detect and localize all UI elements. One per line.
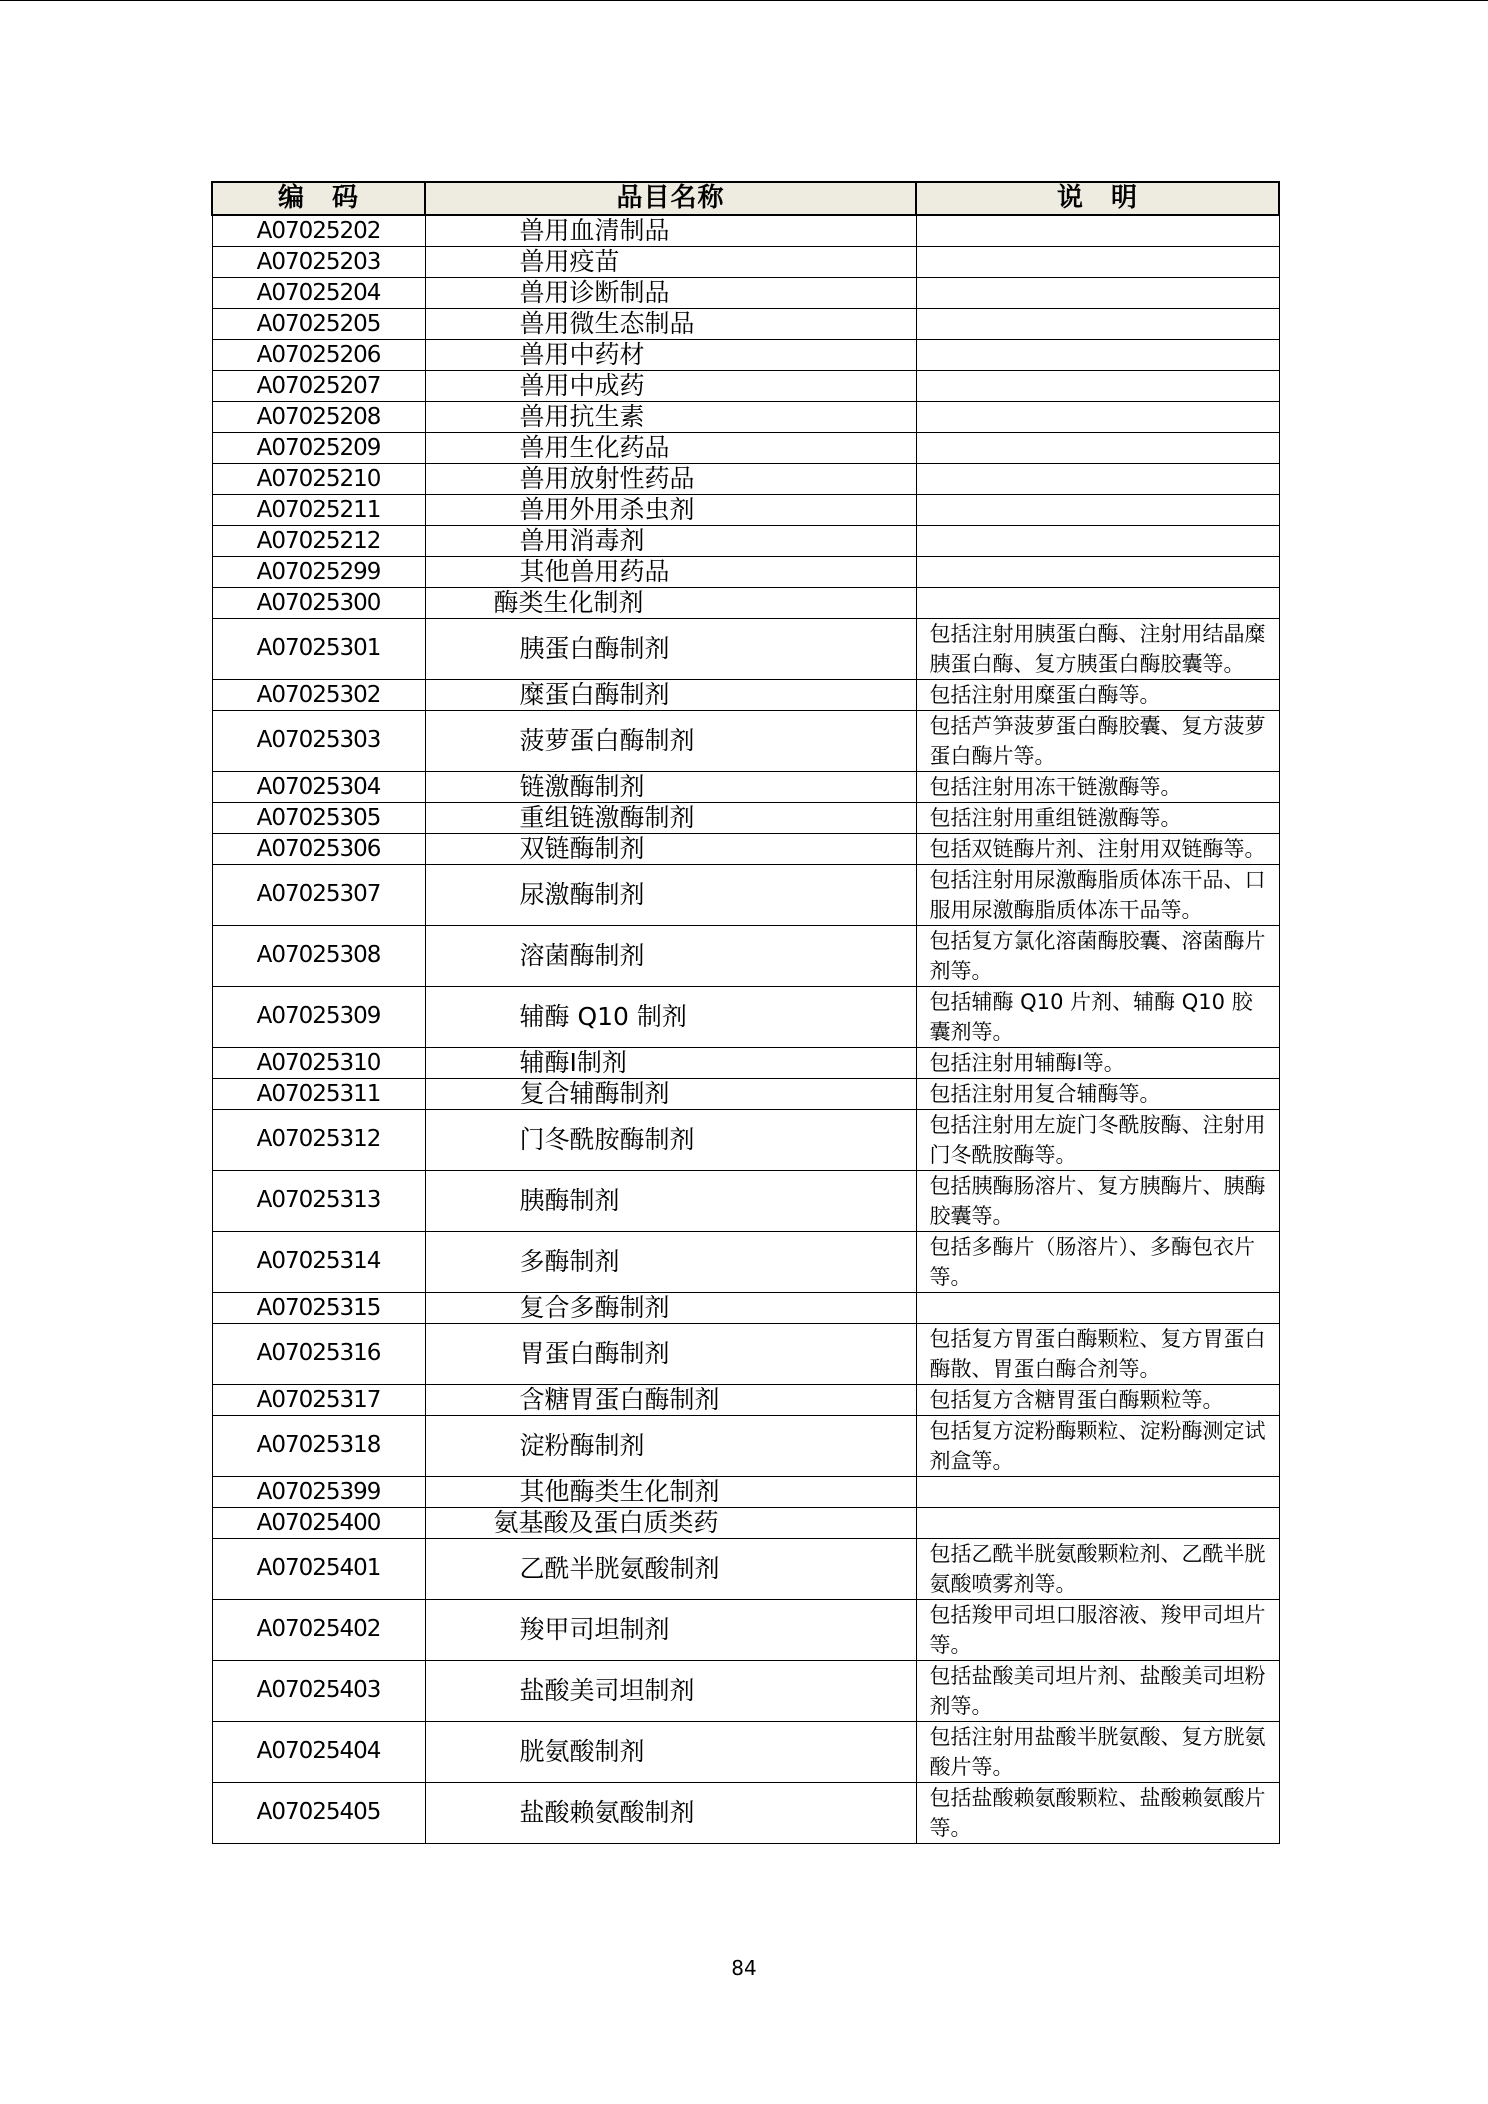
item-code: A07025306 — [212, 833, 425, 864]
item-name: 酶类生化制剂 — [425, 587, 916, 618]
item-name: 氨基酸及蛋白质类药 — [425, 1507, 916, 1538]
table-row — [212, 1476, 1279, 1507]
table-row — [212, 587, 1279, 618]
table-row — [212, 308, 1279, 339]
item-description: 包括注射用复合辅酶等。 — [916, 1078, 1279, 1109]
item-description — [916, 339, 1279, 370]
item-code: A07025303 — [212, 710, 425, 771]
item-name: 兽用消毒剂 — [425, 525, 916, 556]
table-row — [212, 215, 1279, 246]
item-code: A07025207 — [212, 370, 425, 401]
item-description — [916, 370, 1279, 401]
item-code: A07025305 — [212, 802, 425, 833]
item-description — [916, 494, 1279, 525]
item-name: 糜蛋白酶制剂 — [425, 679, 916, 710]
item-name: 溶菌酶制剂 — [425, 925, 916, 986]
table-row — [212, 370, 1279, 401]
item-description: 包括注射用糜蛋白酶等。 — [916, 679, 1279, 710]
item-code: A07025312 — [212, 1109, 425, 1170]
table-row — [212, 833, 1279, 864]
table-row — [212, 1782, 1279, 1843]
table-row — [212, 864, 1279, 925]
item-code: A07025210 — [212, 463, 425, 494]
table-row — [212, 494, 1279, 525]
item-code: A07025203 — [212, 246, 425, 277]
table-row — [212, 679, 1279, 710]
item-description — [916, 432, 1279, 463]
item-description — [916, 1507, 1279, 1538]
item-code: A07025304 — [212, 771, 425, 802]
item-name: 胰酶制剂 — [425, 1170, 916, 1231]
item-description: 包括复方淀粉酶颗粒、淀粉酶测定试剂盒等。 — [916, 1415, 1279, 1476]
item-name: 重组链激酶制剂 — [425, 802, 916, 833]
table-row — [212, 1507, 1279, 1538]
item-name: 辅酶 Q10 制剂 — [425, 986, 916, 1047]
item-name: 复合多酶制剂 — [425, 1292, 916, 1323]
item-code: A07025310 — [212, 1047, 425, 1078]
table-row — [212, 771, 1279, 802]
table-row — [212, 463, 1279, 494]
table-header-row — [212, 182, 1279, 215]
item-code: A07025405 — [212, 1782, 425, 1843]
item-name: 尿激酶制剂 — [425, 864, 916, 925]
item-description: 包括多酶片（肠溶片）、多酶包衣片等。 — [916, 1231, 1279, 1292]
table-row — [212, 432, 1279, 463]
item-name: 双链酶制剂 — [425, 833, 916, 864]
item-description: 包括注射用尿激酶脂质体冻干品、口服用尿激酶脂质体冻干品等。 — [916, 864, 1279, 925]
item-code: A07025404 — [212, 1721, 425, 1782]
item-name: 兽用微生态制品 — [425, 308, 916, 339]
item-code: A07025209 — [212, 432, 425, 463]
item-code: A07025309 — [212, 986, 425, 1047]
item-name: 兽用放射性药品 — [425, 463, 916, 494]
item-description: 包括注射用重组链激酶等。 — [916, 802, 1279, 833]
item-code: A07025308 — [212, 925, 425, 986]
item-description: 包括注射用盐酸半胱氨酸、复方胱氨酸片等。 — [916, 1721, 1279, 1782]
item-name: 淀粉酶制剂 — [425, 1415, 916, 1476]
item-description — [916, 401, 1279, 432]
item-description — [916, 1292, 1279, 1323]
table-row — [212, 401, 1279, 432]
page-number: 84 — [731, 1956, 757, 1980]
item-description: 包括盐酸赖氨酸颗粒、盐酸赖氨酸片等。 — [916, 1782, 1279, 1843]
item-code: A07025206 — [212, 339, 425, 370]
item-code: A07025205 — [212, 308, 425, 339]
item-code: A07025316 — [212, 1323, 425, 1384]
item-description — [916, 308, 1279, 339]
item-code: A07025307 — [212, 864, 425, 925]
item-description: 包括盐酸美司坦片剂、盐酸美司坦粉剂等。 — [916, 1660, 1279, 1721]
table-row — [212, 986, 1279, 1047]
item-description: 包括注射用辅酶Ⅰ等。 — [916, 1047, 1279, 1078]
item-name: 多酶制剂 — [425, 1231, 916, 1292]
item-name: 盐酸赖氨酸制剂 — [425, 1782, 916, 1843]
item-code: A07025208 — [212, 401, 425, 432]
item-description: 包括芦笋菠萝蛋白酶胶囊、复方菠萝蛋白酶片等。 — [916, 710, 1279, 771]
table-row — [212, 1599, 1279, 1660]
item-name: 胃蛋白酶制剂 — [425, 1323, 916, 1384]
item-name: 乙酰半胱氨酸制剂 — [425, 1538, 916, 1599]
item-code: A07025204 — [212, 277, 425, 308]
table-row — [212, 1323, 1279, 1384]
item-name: 其他酶类生化制剂 — [425, 1476, 916, 1507]
table-row — [212, 277, 1279, 308]
item-name: 复合辅酶制剂 — [425, 1078, 916, 1109]
item-description: 包括复方胃蛋白酶颗粒、复方胃蛋白酶散、胃蛋白酶合剂等。 — [916, 1323, 1279, 1384]
item-description — [916, 463, 1279, 494]
table-row — [212, 710, 1279, 771]
item-description — [916, 1476, 1279, 1507]
item-description — [916, 587, 1279, 618]
table-row — [212, 1538, 1279, 1599]
table-row — [212, 1415, 1279, 1476]
table-row — [212, 1721, 1279, 1782]
item-name: 含糖胃蛋白酶制剂 — [425, 1384, 916, 1415]
item-code: A07025318 — [212, 1415, 425, 1476]
table-row — [212, 1384, 1279, 1415]
item-description — [916, 277, 1279, 308]
item-description: 包括复方氯化溶菌酶胶囊、溶菌酶片剂等。 — [916, 925, 1279, 986]
item-name: 胰蛋白酶制剂 — [425, 618, 916, 679]
header-desc: 说 明 — [916, 182, 1279, 215]
item-name: 兽用生化药品 — [425, 432, 916, 463]
item-name: 链激酶制剂 — [425, 771, 916, 802]
item-description: 包括乙酰半胱氨酸颗粒剂、乙酰半胱氨酸喷雾剂等。 — [916, 1538, 1279, 1599]
item-code: A07025311 — [212, 1078, 425, 1109]
item-code: A07025315 — [212, 1292, 425, 1323]
table-body — [212, 215, 1279, 1843]
item-description: 包括注射用左旋门冬酰胺酶、注射用门冬酰胺酶等。 — [916, 1109, 1279, 1170]
item-name: 兽用外用杀虫剂 — [425, 494, 916, 525]
item-description — [916, 525, 1279, 556]
item-description — [916, 215, 1279, 246]
table-row — [212, 618, 1279, 679]
item-name: 其他兽用药品 — [425, 556, 916, 587]
item-description — [916, 556, 1279, 587]
header-code: 编 码 — [212, 182, 425, 215]
item-code: A07025301 — [212, 618, 425, 679]
table-row — [212, 525, 1279, 556]
table-row — [212, 1231, 1279, 1292]
item-name: 盐酸美司坦制剂 — [425, 1660, 916, 1721]
item-description: 包括注射用冻干链激酶等。 — [916, 771, 1279, 802]
item-name: 胱氨酸制剂 — [425, 1721, 916, 1782]
item-name: 兽用中药材 — [425, 339, 916, 370]
table-row — [212, 1047, 1279, 1078]
item-description: 包括双链酶片剂、注射用双链酶等。 — [916, 833, 1279, 864]
top-border-line — [0, 0, 1488, 1]
item-code: A07025401 — [212, 1538, 425, 1599]
item-code: A07025212 — [212, 525, 425, 556]
item-description: 包括注射用胰蛋白酶、注射用结晶糜胰蛋白酶、复方胰蛋白酶胶囊等。 — [916, 618, 1279, 679]
item-name: 兽用血清制品 — [425, 215, 916, 246]
item-code: A07025202 — [212, 215, 425, 246]
item-description: 包括胰酶肠溶片、复方胰酶片、胰酶胶囊等。 — [916, 1170, 1279, 1231]
item-code: A07025300 — [212, 587, 425, 618]
item-code: A07025403 — [212, 1660, 425, 1721]
item-description — [916, 246, 1279, 277]
table-row — [212, 802, 1279, 833]
table-row — [212, 556, 1279, 587]
item-code: A07025399 — [212, 1476, 425, 1507]
item-name: 菠萝蛋白酶制剂 — [425, 710, 916, 771]
table-row — [212, 1292, 1279, 1323]
item-name: 辅酶Ⅰ制剂 — [425, 1047, 916, 1078]
item-name: 兽用诊断制品 — [425, 277, 916, 308]
item-code: A07025400 — [212, 1507, 425, 1538]
table-row — [212, 246, 1279, 277]
table-row — [212, 1170, 1279, 1231]
item-code: A07025314 — [212, 1231, 425, 1292]
item-name: 兽用抗生素 — [425, 401, 916, 432]
item-code: A07025299 — [212, 556, 425, 587]
item-code: A07025302 — [212, 679, 425, 710]
header-name: 品目名称 — [425, 182, 916, 215]
item-description: 包括辅酶 Q10 片剂、辅酶 Q10 胶囊剂等。 — [916, 986, 1279, 1047]
table-row — [212, 1660, 1279, 1721]
item-name: 兽用疫苗 — [425, 246, 916, 277]
item-name: 兽用中成药 — [425, 370, 916, 401]
table-row — [212, 925, 1279, 986]
item-code: A07025402 — [212, 1599, 425, 1660]
table-row — [212, 1109, 1279, 1170]
item-name: 门冬酰胺酶制剂 — [425, 1109, 916, 1170]
item-description: 包括羧甲司坦口服溶液、羧甲司坦片等。 — [916, 1599, 1279, 1660]
item-code: A07025211 — [212, 494, 425, 525]
table-row — [212, 339, 1279, 370]
item-description: 包括复方含糖胃蛋白酶颗粒等。 — [916, 1384, 1279, 1415]
catalog-table — [211, 181, 1280, 1844]
item-name: 羧甲司坦制剂 — [425, 1599, 916, 1660]
table-row — [212, 1078, 1279, 1109]
item-code: A07025317 — [212, 1384, 425, 1415]
item-code: A07025313 — [212, 1170, 425, 1231]
